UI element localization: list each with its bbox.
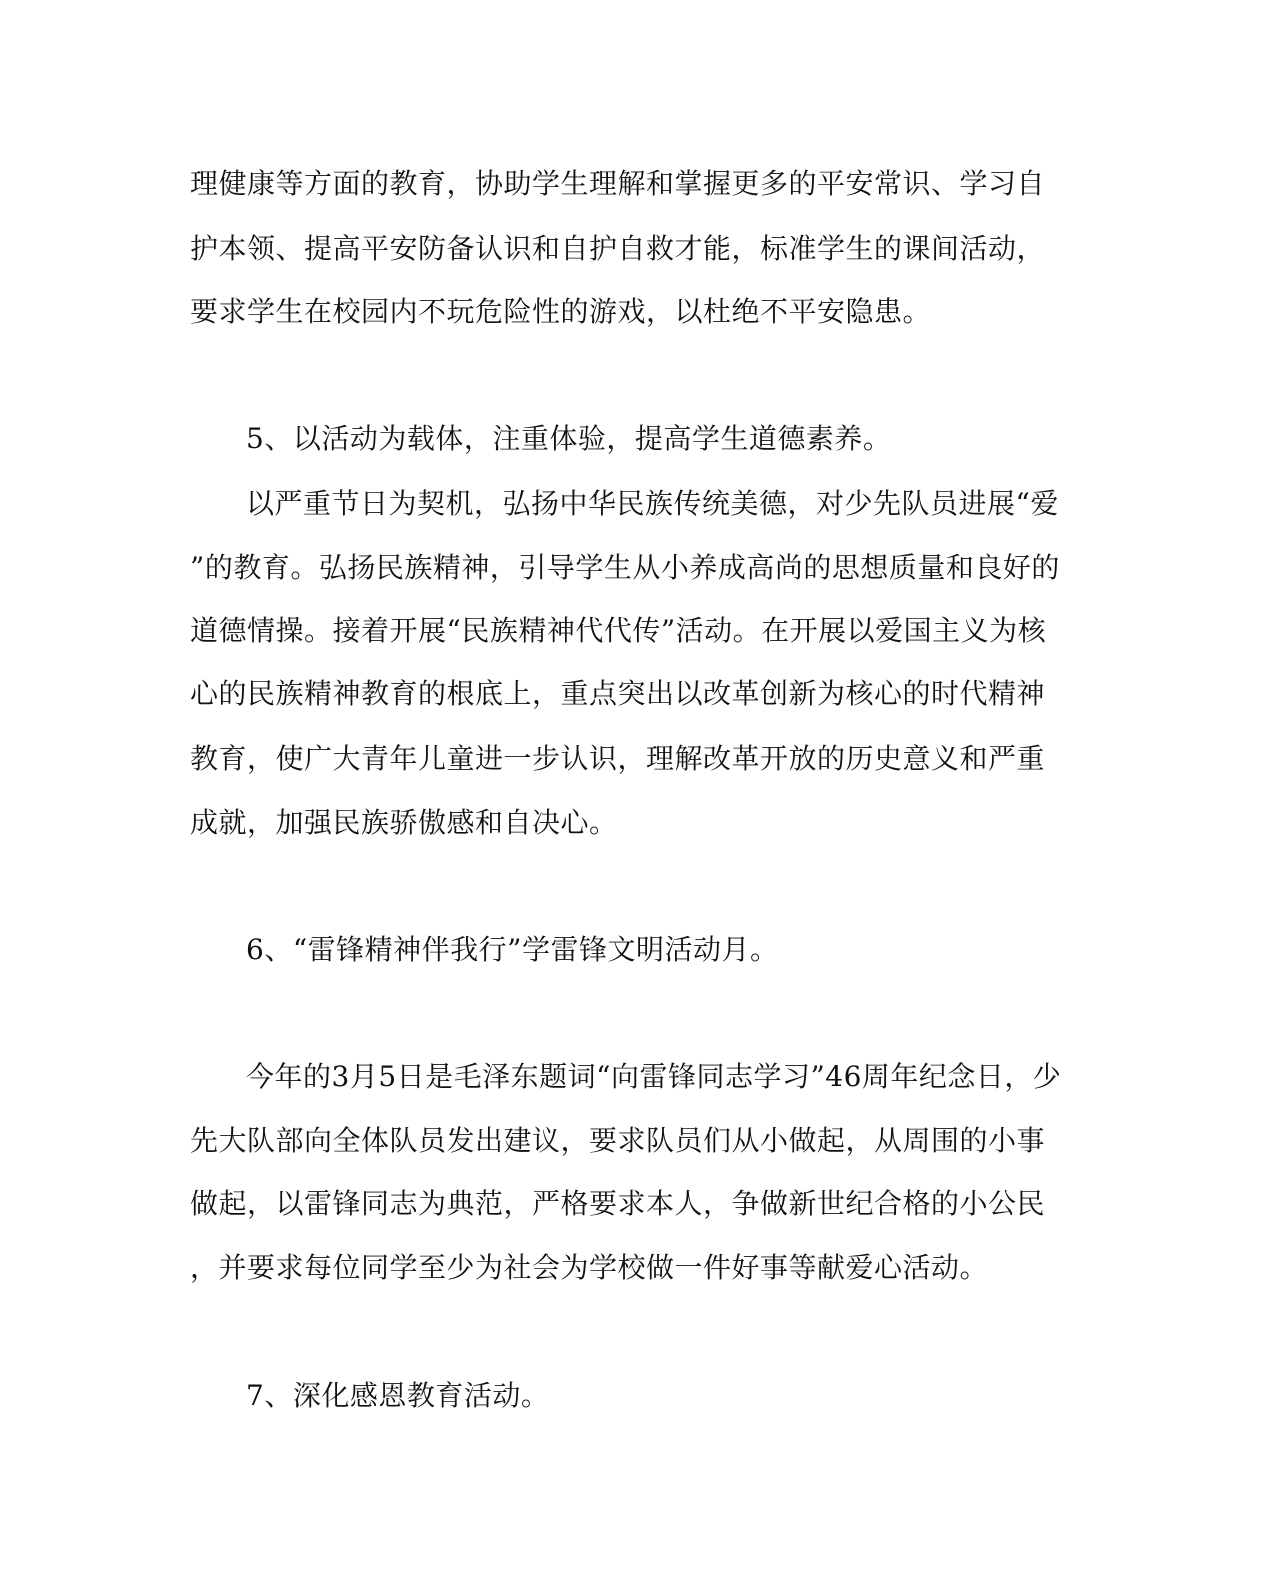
paragraph-line: 理健康等方面的教育，协助学生理解和掌握更多的平安常识、学习自 — [190, 167, 1046, 200]
paragraph-line: ，并要求每位同学至少为社会为学校做一件好事等献爱心活动。 — [190, 1251, 989, 1284]
paragraph-line: 成就，加强民族骄傲感和自决心。 — [190, 806, 618, 839]
paragraph-line: 做起，以雷锋同志为典范，严格要求本人，争做新世纪合格的小公民 — [190, 1187, 1046, 1220]
paragraph-line: 先大队部向全体队员发出建议，要求队员们从小做起，从周围的小事 — [190, 1124, 1046, 1157]
section-heading-5: 5、以活动为载体，注重体验，提高学生道德素养。 — [246, 422, 892, 455]
paragraph-line: 心的民族精神教育的根底上，重点突出以改革创新为核心的时代精神 — [190, 677, 1046, 710]
paragraph-line: ”的教育。弘扬民族精神，引导学生从小养成高尚的思想质量和良好的 — [190, 551, 1060, 584]
section-heading-6: 6、“雷锋精神伴我行”学雷锋文明活动月。 — [246, 933, 779, 966]
section-heading-7: 7、深化感恩教育活动。 — [246, 1379, 550, 1412]
paragraph-line: 教育，使广大青年儿童进一步认识，理解改革开放的历史意义和严重 — [190, 742, 1046, 775]
paragraph-line: 护本领、提高平安防备认识和自护自救才能，标准学生的课间活动， — [190, 232, 1046, 265]
paragraph-line: 以严重节日为契机，弘扬中华民族传统美德，对少先队员进展“爱 — [246, 487, 1059, 520]
paragraph-line: 今年的3月5日是毛泽东题词“向雷锋同志学习”46周年纪念日，少 — [246, 1060, 1062, 1093]
paragraph-line: 要求学生在校园内不玩危险性的游戏，以杜绝不平安隐患。 — [190, 295, 932, 328]
paragraph-line: 道德情操。接着开展“民族精神代代传”活动。在开展以爱国主义为核 — [190, 614, 1047, 647]
